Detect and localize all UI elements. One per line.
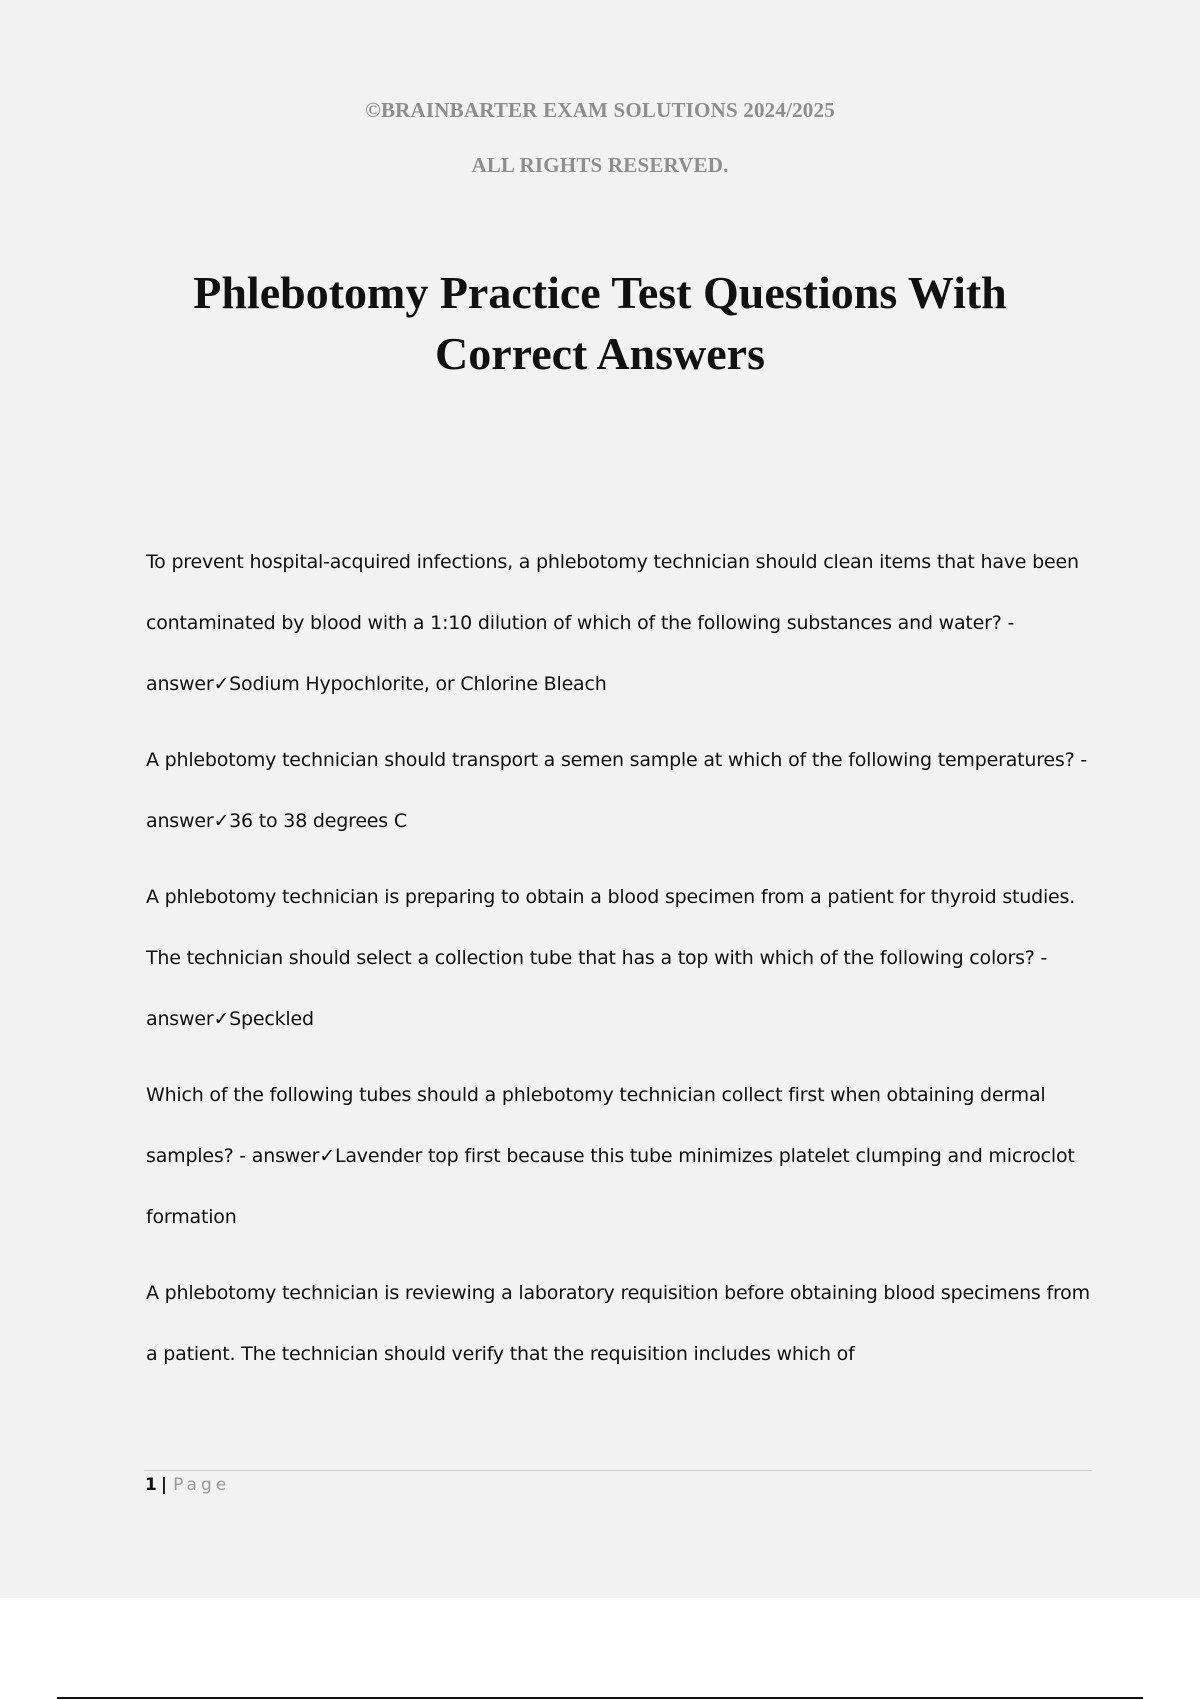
qa-item [146,730,1096,852]
answer-text: Lavender top first because this tube minimizes platelet clumping and microclot formation [146,1145,1075,1228]
footer-divider [144,1470,1092,1471]
check-icon: ✓ [213,810,230,832]
answer-text: 36 to 38 degrees C [229,810,407,832]
check-icon: ✓ [213,673,230,695]
question-text: To prevent hospital-acquired infections, a phlebotomy technician should clean items that have been contaminated by blood with a 1:10 dilution of which of the following substances and water? [146,551,1079,634]
question-text: A phlebotomy technician is preparing to obtain a blood specimen from a patient for thyroid studies. The technician should select a collection tube that has a top with which of the following colors? [146,886,1076,969]
answer-marker: - answer [146,947,1048,1030]
page-footer [145,1475,230,1495]
page-number: 1 [145,1475,157,1495]
page-label: Page [173,1475,231,1495]
title-line-2: Correct Answers [435,328,765,379]
title-line-1: Phlebotomy Practice Test Questions With [193,267,1007,318]
question-text: A phlebotomy technician should transport a semen sample at which of the following temperatures? [146,749,1075,771]
answer-text: Sodium Hypochlorite, or Chlorine Bleach [229,673,607,695]
rights-header: ALL RIGHTS RESERVED. [471,153,729,177]
qa-item [146,1065,1096,1248]
question-list [146,532,1096,1400]
answer-marker: - answer [146,749,1088,832]
footer-separator: | [160,1475,168,1495]
answer-marker: - answer [146,612,1015,695]
check-icon: ✓ [213,1008,230,1030]
qa-item [146,1263,1096,1385]
question-text: A phlebotomy technician is reviewing a laboratory requisition before obtaining blood specimens from a patient. The technician should verify that the requisition includes which of [146,1282,1090,1365]
check-icon: ✓ [319,1145,335,1167]
answer-text: Speckled [229,1008,314,1030]
next-page-divider [57,1697,1143,1699]
qa-item [146,867,1096,1050]
qa-item [146,532,1096,715]
answer-marker: - answer [233,1145,320,1167]
copyright-header: ©BRAINBARTER EXAM SOLUTIONS 2024/2025 [365,98,835,122]
page-title [100,262,1100,384]
question-text: Which of the following tubes should a phlebotomy technician collect first when obtaining dermal samples? [146,1084,1046,1167]
